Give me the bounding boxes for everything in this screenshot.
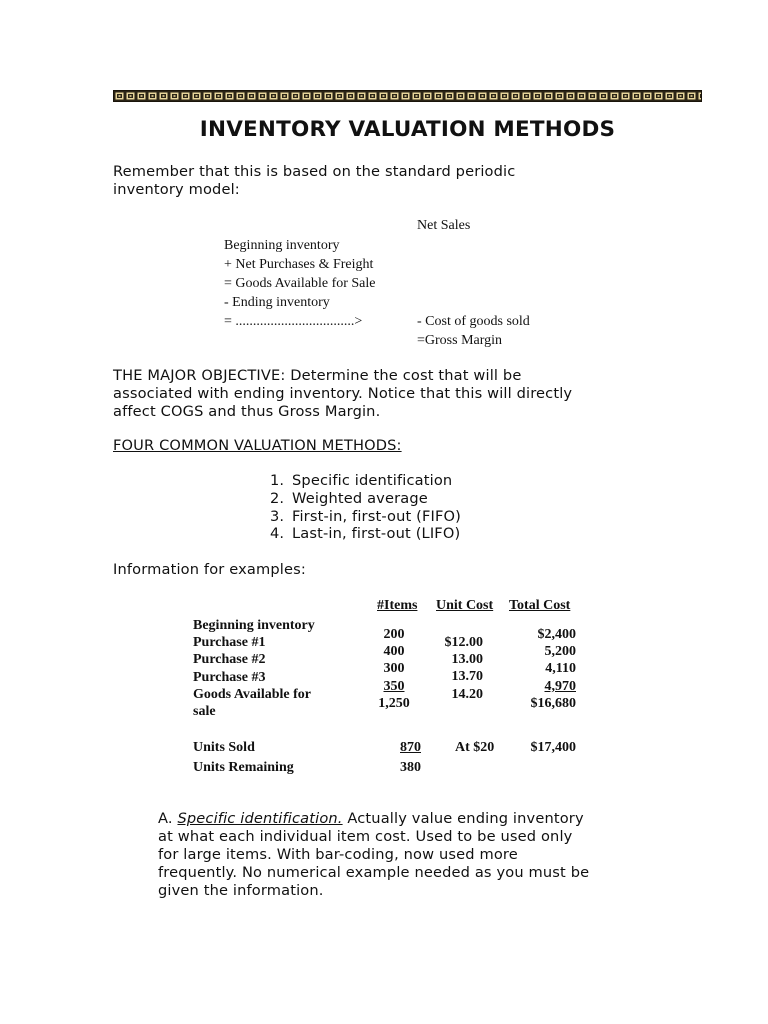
section-a-line: A. Specific identification. Actually value ending inventory: [158, 810, 584, 827]
row-label: sale: [193, 704, 216, 720]
methods-list: [270, 472, 461, 543]
list-item: 4. Last-in, first-out (LIFO): [270, 525, 461, 543]
units-sold-total: $17,400: [530, 740, 576, 755]
table-cell: 300: [383, 661, 405, 677]
items-column: [366, 626, 422, 712]
section-a-emphasis: Specific identification.: [177, 810, 343, 827]
list-item: 3. First-in, first-out (FIFO): [270, 507, 462, 525]
objective-paragraph: [113, 367, 572, 421]
table-cell: 400: [383, 644, 405, 660]
header-items: #Items: [377, 598, 418, 613]
methods-heading: FOUR COMMON VALUATION METHODS:: [113, 437, 402, 454]
model-lines: [224, 236, 376, 331]
examples-heading: Information for examples:: [113, 561, 306, 578]
table-cell: 5,200: [544, 644, 576, 660]
decorative-border: [113, 90, 702, 102]
units-sold-label: Units Sold: [193, 740, 255, 755]
section-a: [158, 810, 589, 900]
intro-paragraph: [113, 163, 515, 199]
table-cell: 13.00: [451, 652, 483, 668]
list-item: 1. Specific identification: [270, 472, 453, 489]
objective-line: associated with ending inventory. Notice that this will directly: [113, 385, 573, 402]
model-line: - Ending inventory: [224, 295, 330, 310]
section-a-line: frequently. No numerical example needed as you must be: [158, 863, 590, 881]
header-total-cost: Total Cost: [509, 598, 571, 613]
units-sold-items: 870: [400, 740, 421, 755]
table-cell: 4,970: [544, 678, 576, 694]
model-line: + Net Purchases & Freight: [224, 257, 374, 272]
intro-line: inventory model:: [113, 181, 240, 198]
section-a-line: for large items. With bar-coding, now used more: [158, 845, 518, 863]
table-cell: 350: [383, 678, 405, 694]
model-line: = ..................................>: [224, 314, 363, 329]
table-cell: 200: [383, 627, 405, 642]
model-line: = Goods Available for Sale: [224, 276, 376, 291]
row-label: Purchase #1: [193, 635, 266, 651]
section-a-line: given the information.: [158, 881, 324, 899]
page-title: INVENTORY VALUATION METHODS: [199, 117, 616, 142]
section-a-line: at what each individual item cost. Used to be used only: [158, 827, 573, 845]
table-cell: 1,250: [378, 695, 410, 711]
row-label: Purchase #3: [193, 669, 266, 685]
row-label: Purchase #2: [193, 652, 266, 668]
header-unit-cost: Unit Cost: [436, 598, 494, 613]
units-remaining-label: Units Remaining: [193, 760, 294, 775]
greek-key-pattern: [114, 91, 702, 101]
units-remaining-items: 380: [400, 760, 421, 775]
list-item: 2. Weighted average: [270, 489, 428, 507]
table-cell: 13.70: [451, 669, 483, 685]
objective-line: THE MAJOR OBJECTIVE: Determine the cost that will be: [113, 367, 522, 384]
table-cell: $16,680: [530, 695, 576, 711]
table-cell: 4,110: [545, 661, 576, 677]
model-net-sales: Net Sales: [417, 218, 471, 233]
units-sold-price: At $20: [455, 740, 495, 755]
row-label: Goods Available for: [193, 686, 311, 702]
model-line: Beginning inventory: [224, 238, 340, 253]
table-cell: $2,400: [537, 627, 576, 642]
table-cell: $12.00: [444, 635, 483, 650]
row-label: Beginning inventory: [193, 618, 315, 633]
unit-cost-column: [430, 634, 483, 703]
model-cogs: - Cost of goods sold: [417, 314, 530, 329]
objective-line: affect COGS and thus Gross Margin.: [113, 403, 381, 420]
table-cell: 14.20: [451, 686, 483, 702]
total-cost-column: [505, 626, 576, 712]
row-labels: [193, 617, 315, 720]
model-gross-margin: =Gross Margin: [417, 333, 503, 348]
intro-line: Remember that this is based on the standard periodic: [113, 163, 516, 180]
